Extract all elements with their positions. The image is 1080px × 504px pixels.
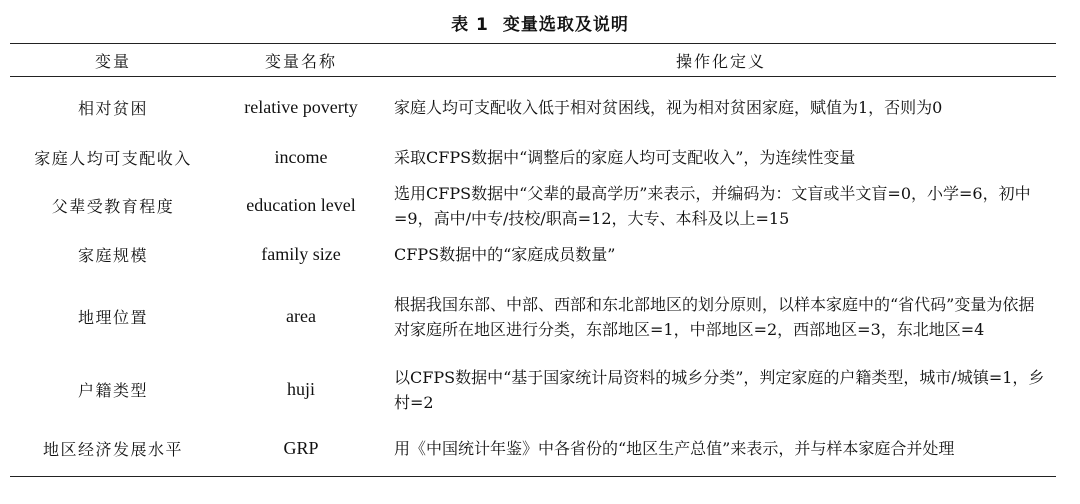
table-row [10, 421, 1056, 477]
definition-cell: 采取CFPS数据中“调整后的家庭人均可支配收入”，为连续性变量 [394, 148, 856, 167]
table-number: 表 1 [451, 15, 489, 35]
table-header [10, 44, 1056, 77]
variable-name-cell: income [274, 147, 328, 167]
definition-cell: CFPS数据中的“家庭成员数量” [394, 245, 616, 264]
variable-cell: 父辈受教育程度 [51, 197, 175, 216]
variable-cell: 相对贫困 [77, 99, 148, 119]
table-body [10, 77, 1056, 477]
header-definition: 操作化定义 [386, 44, 1056, 77]
variable-name-cell: education level [246, 195, 356, 215]
variable-cell: 地理位置 [77, 308, 148, 327]
definition-cell: 以CFPS数据中“基于国家统计局资料的城乡分类”，判定家庭的户籍类型，城市/城镇=1，乡村=2 [394, 367, 1045, 412]
table-row [10, 139, 1056, 177]
variable-name-cell: GRP [216, 421, 386, 477]
variable-name-cell: area [286, 306, 316, 326]
table-row [10, 77, 1056, 139]
variable-name-cell: family size [261, 244, 341, 264]
table-caption [0, 10, 1080, 35]
variables-table [10, 43, 1056, 477]
definition-cell: 根据我国东部、中部、西部和东北部地区的划分原则，以样本家庭中的“省代码”变量为依据对家庭所在地区进行分类，东部地区=1，中部地区=2，西部地区=3，东北地区=4 [394, 294, 1035, 339]
table-title: 变量选取及说明 [502, 15, 629, 35]
definition-cell: 家庭人均可支配收入低于相对贫困线，视为相对贫困家庭，赋值为1，否则为0 [394, 98, 943, 118]
variable-name-cell: relative poverty [244, 97, 358, 118]
table-row [10, 359, 1056, 421]
definition-cell: 用《中国统计年鉴》中各省份的“地区生产总值”来表示，并与样本家庭合并处理 [386, 421, 1056, 477]
variable-cell: 家庭人均可支配收入 [34, 149, 192, 168]
table-row [10, 235, 1056, 275]
definition-cell: 选用CFPS数据中“父辈的最高学历”来表示，并编码为：文盲或半文盲=0，小学=6，初中=9，高中/中专/技校/职高=12，大专、本科及以上=15 [394, 183, 1031, 228]
header-variable-name: 变量名称 [216, 44, 386, 77]
variable-cell: 户籍类型 [77, 381, 148, 400]
variable-cell: 地区经济发展水平 [10, 421, 216, 477]
variable-cell: 家庭规模 [77, 246, 148, 265]
variable-name-cell: huji [286, 379, 315, 399]
table-row [10, 275, 1056, 359]
table-row [10, 177, 1056, 235]
header-variable: 变量 [10, 44, 216, 77]
